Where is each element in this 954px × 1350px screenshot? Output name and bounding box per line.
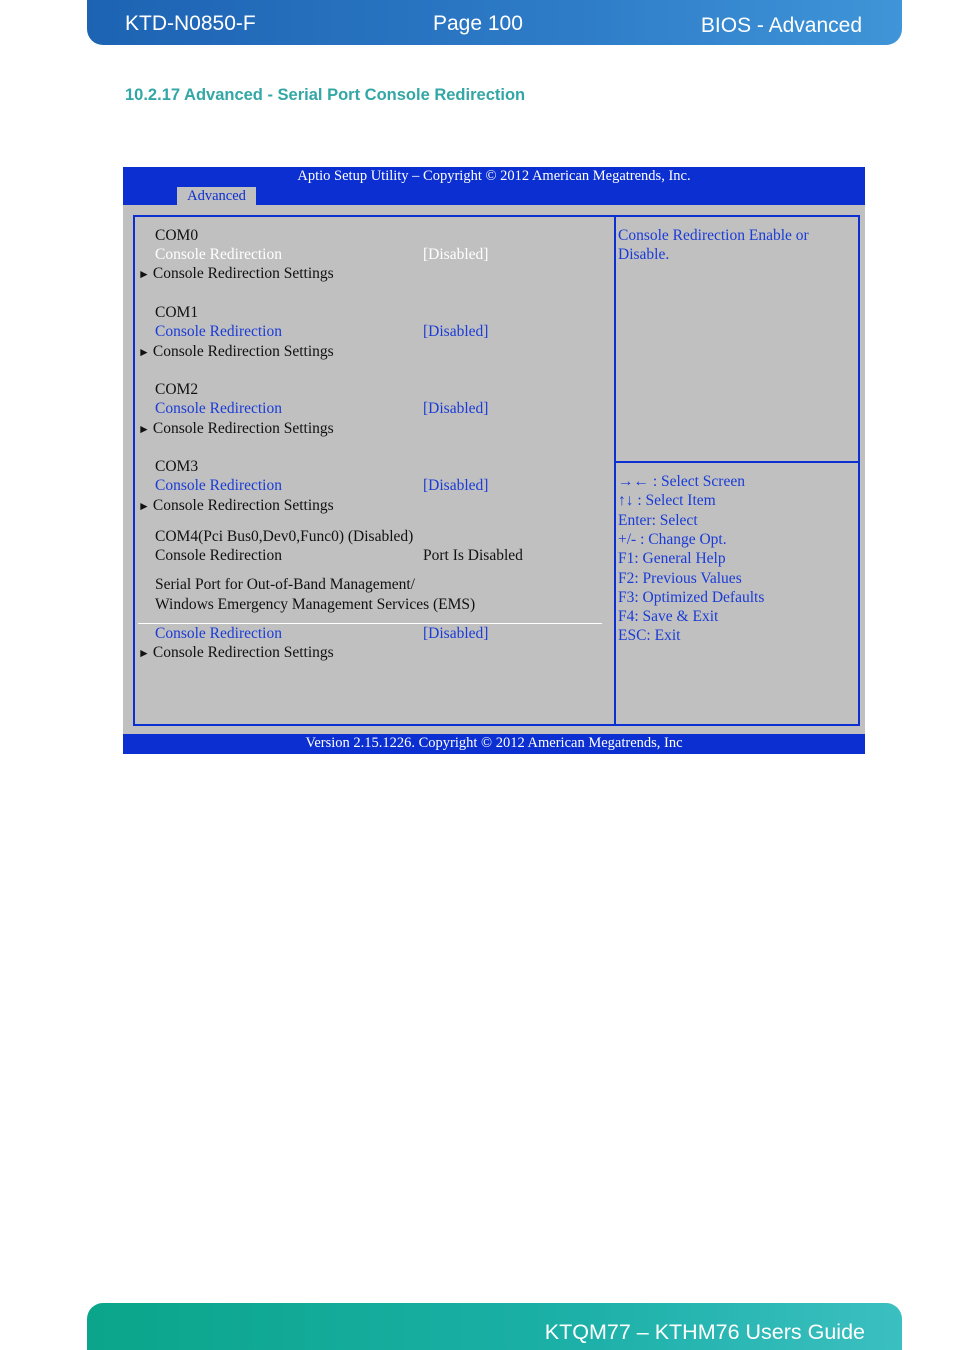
submenu-arrow-icon: ► xyxy=(138,646,153,660)
com2-heading: COM2 xyxy=(155,381,199,398)
ems-redirection-label[interactable]: Console Redirection xyxy=(155,625,282,642)
chapter-title: BIOS - Advanced xyxy=(700,14,862,37)
ems-settings-submenu[interactable] xyxy=(138,644,334,662)
divider xyxy=(138,623,602,624)
bios-title: Aptio Setup Utility – Copyright © 2012 American Megatrends, Inc. xyxy=(297,168,691,184)
com2-redirection-label[interactable]: Console Redirection xyxy=(155,400,282,417)
key-hint: →← : Select Screen xyxy=(618,473,745,490)
settings-panel xyxy=(133,215,616,726)
com1-settings-label: Console Redirection Settings xyxy=(152,343,334,360)
submenu-arrow-icon: ► xyxy=(138,345,153,359)
key-hint: +/- : Change Opt. xyxy=(618,531,727,548)
section-title: 10.2.17 Advanced - Serial Port Console Redirection xyxy=(125,86,526,104)
bios-version-bar xyxy=(123,734,865,754)
page-header xyxy=(87,0,902,45)
bios-title-bar xyxy=(123,167,865,205)
com1-heading: COM1 xyxy=(155,304,199,321)
ems-settings-label: Console Redirection Settings xyxy=(152,644,334,661)
key-hint: ESC: Exit xyxy=(618,627,681,644)
com0-settings-submenu[interactable] xyxy=(138,265,334,283)
com2-settings-submenu[interactable] xyxy=(138,420,334,438)
ems-heading-line2: Windows Emergency Management Services (EMS) xyxy=(155,596,476,613)
submenu-arrow-icon: ► xyxy=(138,499,153,513)
submenu-arrow-icon: ► xyxy=(138,422,153,436)
help-panel xyxy=(614,215,860,726)
key-hint: F1: General Help xyxy=(618,550,726,567)
com3-settings-submenu[interactable] xyxy=(138,497,334,515)
key-hint: F3: Optimized Defaults xyxy=(618,589,765,606)
com1-redirection-value[interactable]: [Disabled] xyxy=(423,323,489,340)
com3-heading: COM3 xyxy=(155,458,199,475)
com1-settings-submenu[interactable] xyxy=(138,343,334,361)
com2-settings-label: Console Redirection Settings xyxy=(152,420,334,437)
com0-heading: COM0 xyxy=(155,227,199,244)
document-id: KTD-N0850-F xyxy=(125,12,256,35)
com3-redirection-value[interactable]: [Disabled] xyxy=(423,477,489,494)
help-divider xyxy=(616,461,858,463)
com3-settings-label: Console Redirection Settings xyxy=(152,497,334,514)
com0-redirection-value[interactable]: [Disabled] xyxy=(423,246,489,263)
key-hint: F2: Previous Values xyxy=(618,570,742,587)
help-text-line: Disable. xyxy=(618,246,670,263)
help-text-line: Console Redirection Enable or xyxy=(618,227,809,244)
bios-version: Version 2.15.1226. Copyright © 2012 American Megatrends, Inc xyxy=(305,735,683,751)
ems-heading-line1: Serial Port for Out-of-Band Management/ xyxy=(155,576,415,593)
com1-redirection-label[interactable]: Console Redirection xyxy=(155,323,282,340)
com0-settings-label: Console Redirection Settings xyxy=(152,265,334,282)
bios-screen xyxy=(123,167,865,754)
guide-title: KTQM77 – KTHM76 Users Guide xyxy=(544,1320,865,1344)
com4-redirection-label: Console Redirection xyxy=(155,547,282,564)
key-hint: F4: Save & Exit xyxy=(618,608,719,625)
ems-redirection-value[interactable]: [Disabled] xyxy=(423,625,489,642)
tab-advanced[interactable]: Advanced xyxy=(177,187,256,205)
com4-redirection-value: Port Is Disabled xyxy=(423,547,523,564)
com0-redirection-label[interactable]: Console Redirection xyxy=(155,246,282,263)
submenu-arrow-icon: ► xyxy=(138,267,153,281)
com2-redirection-value[interactable]: [Disabled] xyxy=(423,400,489,417)
com4-heading: COM4(Pci Bus0,Dev0,Func0) (Disabled) xyxy=(155,528,414,545)
page-footer xyxy=(87,1303,902,1350)
page-number: Page 100 xyxy=(433,12,523,35)
key-hint: ↑↓ : Select Item xyxy=(618,492,716,509)
key-hint: Enter: Select xyxy=(618,512,698,529)
com3-redirection-label[interactable]: Console Redirection xyxy=(155,477,282,494)
